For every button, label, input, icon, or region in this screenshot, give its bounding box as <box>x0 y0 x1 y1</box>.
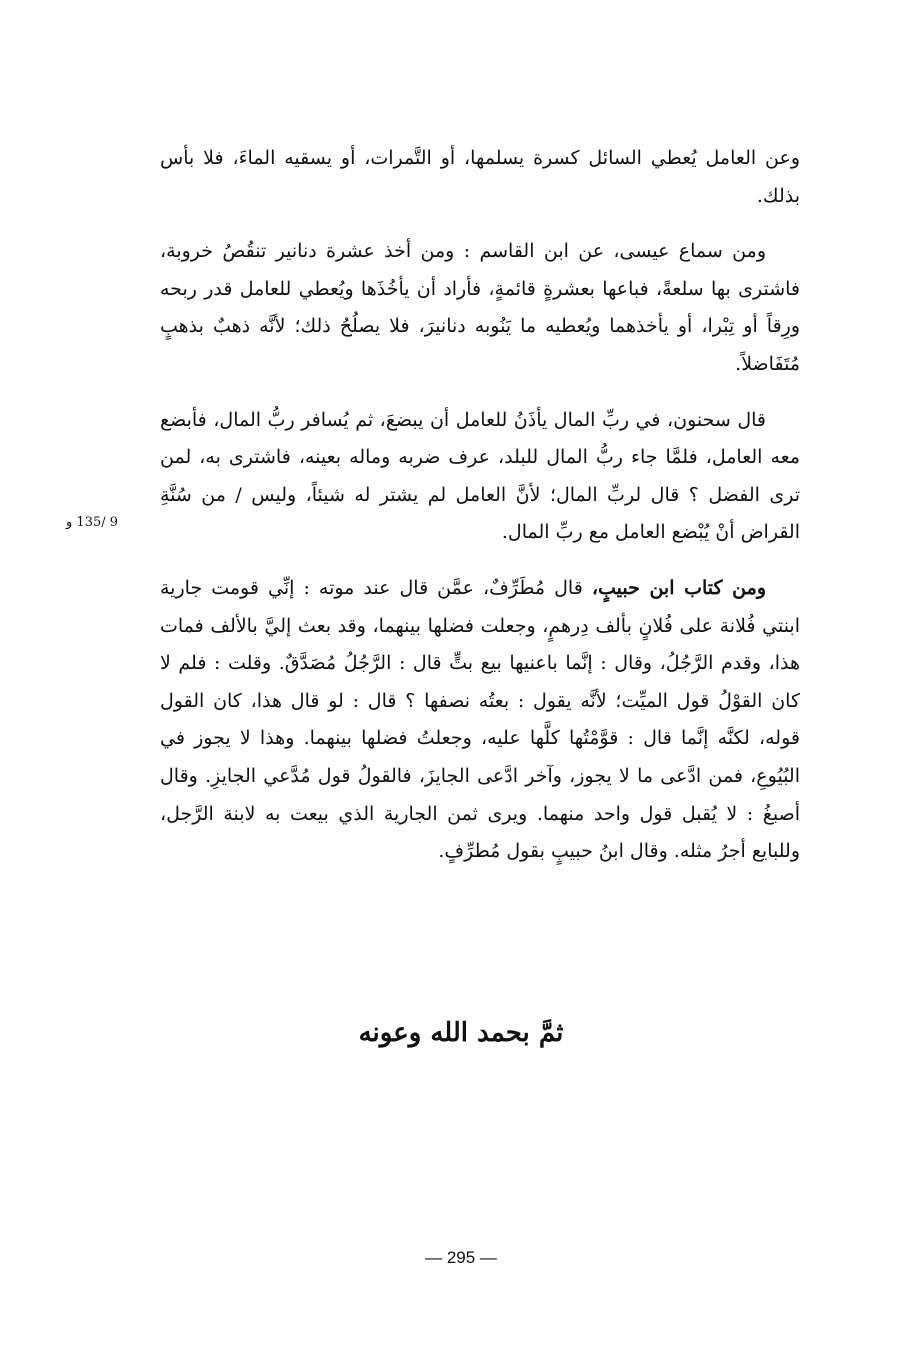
paragraph-1 <box>160 140 800 215</box>
paragraph-2 <box>160 233 800 383</box>
paragraph-3 <box>160 402 800 552</box>
body-text <box>160 140 800 889</box>
closing-line: ثمَّ بحمد الله وعونه <box>358 1018 564 1048</box>
paragraph-2-text: ومن سماع عيسى، عن ابن القاسم : ومن أخذ عشرة دنانير تنقُصُ خروبة، فاشترى بها سلعةً، فباعها بعشرةٍ قائمةٍ، فأراد أن يأخُذَها ويُعطي للعامل قدر ربحه ورِقاً أو تِبْرا، أو يأخذهما ويُعطيه ما يَنُوبه دنانيرَ، فلا يصلُحُ ذلك؛ لأنَّه ذهبٌ بذهبٍ مُتَفَاضلاً. <box>160 240 800 375</box>
book-title: ومن كتاب ابن حبيبٍ، <box>591 576 766 599</box>
paragraph-3-text: قال سحنون، في ربِّ المال يأذَنُ للعامل أن يبضعَ، ثم يُسافر ربُّ المال، فأبضع معه العامل، فلمَّا جاء ربُّ المال للبلد، عرف ضربه وماله بعينه، فاشترى به، لمن ترى الفضل ؟ قال لربِّ المال؛ لأنَّ العامل لم يشتر له شيئاً، وليس / من سُنَّةِ القراض أنْ يُبْضع العامل مع ربِّ المال. <box>160 408 800 544</box>
paragraph-4-text: قال مُطَرِّفٌ، عمَّن قال عند موته : إنِّي قومت جارية ابنتي فُلانة على فُلانٍ بألف دِرهمٍ، وجعلت فضلها بينهما، وقد بعث إليَّ بالألف فمات هذا، وقدم الرَّجُلُ، وقال : إنَّما باعنيها بيع بتٍّ قال : الرَّجُلُ مُصَدَّقٌ. وقلت : فلم لا كان القوْلُ قول الميِّت؛ لأنَّه يقول : بعتُه نصفها ؟ قال : لو قال هذا، كان القول قوله، لكنَّه إنَّما قال : قوَّمْتُها كلَّها عليه، وجعلتُ فضلها بينهما. وهذا لا يجوز في البُيُوعِ، فمن ادَّعى ما لا يجوز، وآخر ادَّعى الجايزَ، فالقولُ قول مُدَّعي الجايزِ. وقال أصبغُ : لا يُقبل قول واحد منهما. ويرى ثمن الجارية الذي بيعت به لابنة الرَّجل، وللبايع أجرُ مثله. وقال ابنُ حبيبٍ بقول مُطرِّفٍ. <box>160 576 800 863</box>
paragraph-1-text: وعن العامل يُعطي السائل كسرة يسلمها، أو التَّمرات، أو يسقيه الماءَ، فلا بأس بذلك. <box>160 147 800 207</box>
paragraph-4 <box>160 570 800 871</box>
page-number: — 295 — <box>425 1248 497 1267</box>
marginal-folio-note: 9 /135 و <box>66 515 119 530</box>
